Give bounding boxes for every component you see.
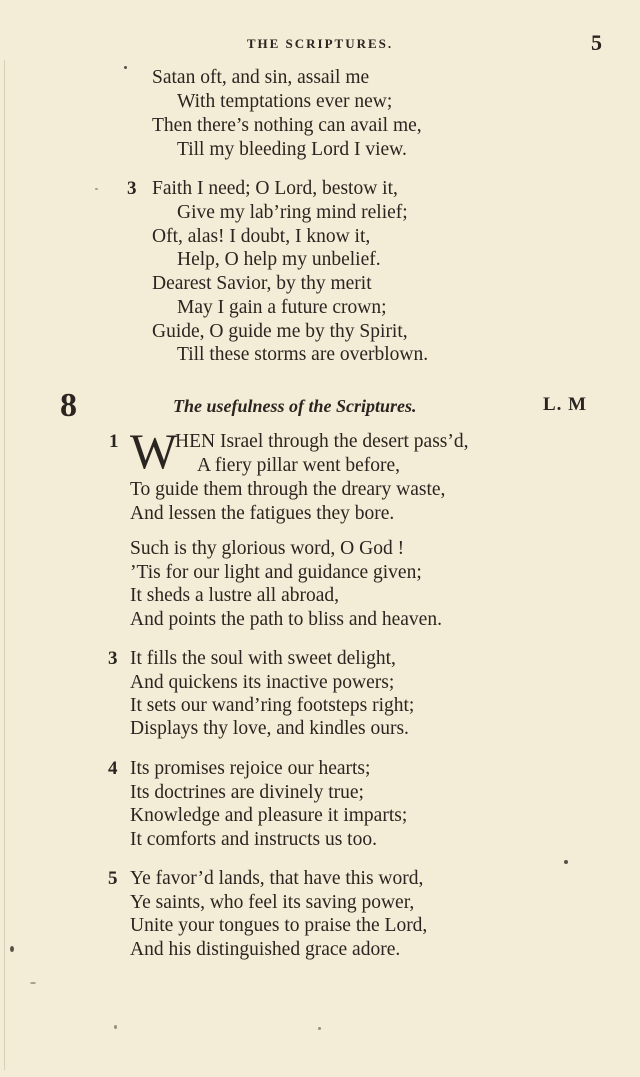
verse-line: Ye saints, who feel its saving power, [130, 892, 415, 913]
verse-line: It comforts and instructs us too. [130, 829, 377, 850]
paper-speck [10, 946, 14, 952]
verse-line: Then there’s nothing can avail me, [152, 115, 422, 136]
verse-line: Guide, O guide me by thy Spirit, [152, 321, 408, 342]
paper-speck [30, 982, 36, 984]
running-head: THE SCRIPTURES. [246, 36, 394, 51]
verse-line: Give my lab’ring mind relief; [177, 202, 408, 223]
stanza-number: 3 [108, 648, 118, 669]
paper-speck [564, 860, 568, 864]
verse-line: May I gain a future crown; [177, 297, 387, 318]
verse-line: Till these storms are overblown. [177, 344, 429, 365]
verse-line: ’Tis for our light and guidance given; [130, 562, 422, 583]
verse-line: Ye favor’d lands, that have this word, [130, 868, 424, 889]
verse-line: HEN Israel through the desert pass’d, [175, 431, 469, 452]
verse-line: Faith I need; O Lord, bestow it, [152, 178, 398, 199]
stanza-number: 5 [108, 868, 118, 889]
verse-line: Its doctrines are divinely true; [130, 782, 364, 803]
verse-line: A fiery pillar went before, [197, 455, 401, 476]
verse-line: And quickens its inactive powers; [130, 672, 395, 693]
verse-line: Till my bleeding Lord I view. [177, 139, 407, 160]
stanza-number: 3 [127, 178, 137, 199]
hymn-title: The usefulness of the Scriptures. [173, 396, 417, 416]
verse-line: And lessen the fatigues they bore. [130, 503, 395, 524]
paper-speck [95, 188, 98, 190]
verse-line: It fills the soul with sweet delight, [130, 648, 396, 669]
drop-cap: W [130, 423, 178, 479]
verse-line: Dearest Savior, by thy merit [152, 273, 372, 294]
verse-line: Help, O help my unbelief. [177, 249, 381, 270]
verse-line: Satan oft, and sin, assail me [152, 67, 370, 88]
page-edge-rule [4, 60, 5, 1070]
verse-line: Oft, alas! I doubt, I know it, [152, 226, 371, 247]
verse-line: Knowledge and pleasure it imparts; [130, 805, 408, 826]
verse-line: It sheds a lustre all abroad, [130, 585, 340, 606]
verse-line: And points the path to bliss and heaven. [130, 609, 442, 630]
verse-line: To guide them through the dreary waste, [130, 479, 446, 500]
verse-line: With temptations ever new; [177, 91, 393, 112]
hymn-meter: L. M [543, 394, 588, 415]
verse-line: It sets our wand’ring footsteps right; [130, 695, 415, 716]
verse-line: And his distinguished grace adore. [130, 939, 401, 960]
stanza-number: 4 [108, 758, 118, 779]
verse-line: Displays thy love, and kindles ours. [130, 718, 409, 739]
page-number: 5 [591, 30, 602, 55]
paper-speck [124, 66, 127, 69]
verse-line: Unite your tongues to praise the Lord, [130, 915, 428, 936]
hymn-number: 8 [60, 387, 77, 424]
paper-speck [318, 1027, 321, 1030]
verse-line: Its promises rejoice our hearts; [130, 758, 371, 779]
paper-speck [114, 1025, 117, 1029]
verse-line: Such is thy glorious word, O God ! [130, 538, 405, 559]
stanza-number: 1 [109, 431, 119, 452]
